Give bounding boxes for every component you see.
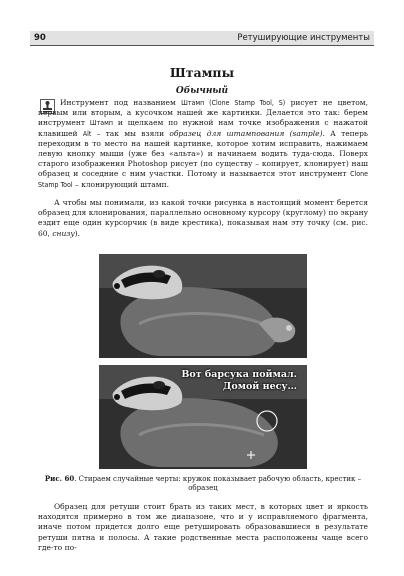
badger-photo-bottom xyxy=(99,365,307,469)
paragraph-cursor: А чтобы мы понимали, из какой точки рисунка в настоящий момент берется образец для клонирования, параллельно основному курсору (круглому) по экрану ездит еще один курсорчик (в виде крестика), показывая нам эту точку (см. рис. 60, снизу). xyxy=(38,198,368,238)
chapter-title: Штампы xyxy=(169,65,235,80)
figure-caption: Рис. 60. Стираем случайные черты: кружок показывает рабочую область, крестик – образец xyxy=(44,474,362,492)
running-header xyxy=(30,31,374,46)
section-subtitle: Обычный xyxy=(175,86,229,96)
page-number: 90 xyxy=(34,33,46,43)
photo-overlay-text: Вот барсука поймал. Домой несу… xyxy=(181,369,297,392)
section-title: Ретуширующие инструменты xyxy=(237,33,370,43)
paragraph-sample-advice: Образец для ретуши стоит брать из таких мест, в которых цвет и яркость находятся примерно в том же диапазоне, что и у исправляемого фрагмента, иначе потом придется долго еще ретушировать образовавшиеся в результате ретуши пятна и полосы. А такие родственные места расположены чаще всего где-то по- xyxy=(38,502,368,552)
paragraph-intro: Инструмент под названием Штамп (Clone Stamp Tool, S) рисует не цветом, первым или вторым, а кусочком нашей же картинки. Делается это так: берем инструмент Штамп и щелкаем по нужной нам точке изображения с нажатой клавишей Alt – так мы взяли образец для штампования (sample). А теперь переходим в то место на нашей картинке, которое хотим исправить, нажимаем левую кнопку мыши (уже без «альта») и начинаем водить туда-сюда. Поверх старого изображения Photoshop рисует (по существу – копирует, клонирует) наш образец и соседние с ним участки. Потому и называется этот инструмент Clone Stamp Tool – клонирующий штамп. xyxy=(38,98,368,189)
badger-photo-top xyxy=(99,254,307,358)
